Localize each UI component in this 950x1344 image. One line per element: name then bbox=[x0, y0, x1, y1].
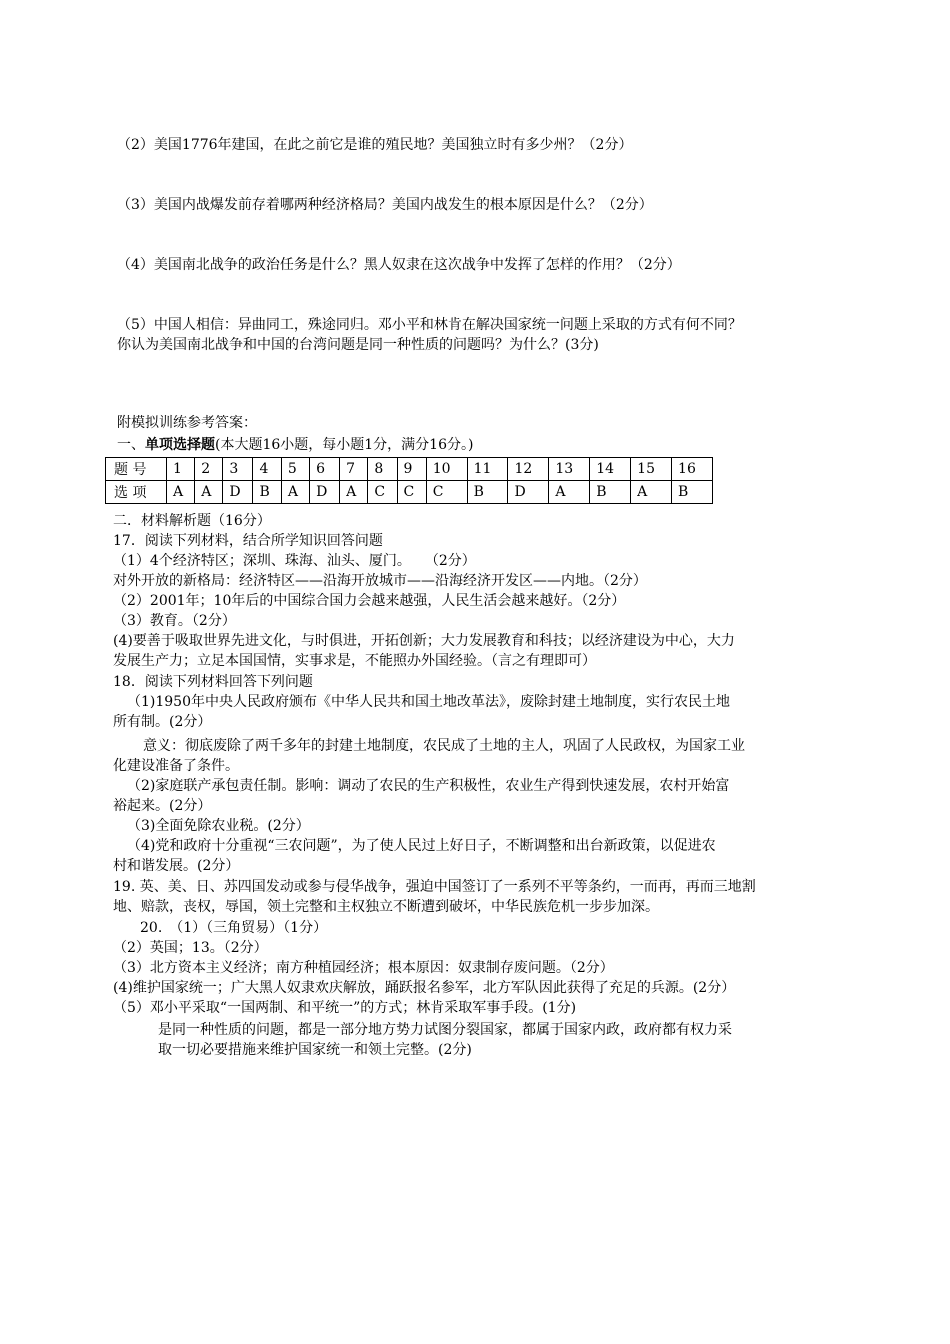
table-header-number: 题 号 bbox=[106, 458, 167, 481]
table-cell: 11 bbox=[467, 458, 508, 481]
section-2-heading: 二．材料解析题（16分） bbox=[113, 513, 271, 529]
table-cell: 6 bbox=[310, 458, 340, 481]
table-cell: B bbox=[467, 481, 508, 504]
answer-17-1b: 对外开放的新格局：经济特区——沿海开放城市——沿海经济开发区——内地。（2分） bbox=[113, 573, 647, 589]
table-cell: 16 bbox=[672, 458, 713, 481]
table-cell: 5 bbox=[281, 458, 309, 481]
table-cell: 1 bbox=[167, 458, 195, 481]
answer-20-3: （3）北方资本主义经济；南方种植园经济；根本原因：奴隶制存废问题。（2分） bbox=[113, 960, 614, 976]
table-cell: D bbox=[223, 481, 253, 504]
question-4: （4）美国南北战争的政治任务是什么？黑人奴隶在这次战争中发挥了怎样的作用？（2分） bbox=[117, 257, 681, 273]
answer-20-5b-line-1: 是同一种性质的问题，都是一部分地方势力试图分裂国家，都属于国家内政，政府都有权力采 bbox=[158, 1022, 732, 1038]
section-1-prefix: 一、 bbox=[117, 437, 145, 453]
answers-intro: 附模拟训练参考答案： bbox=[117, 415, 257, 431]
table-cell: A bbox=[167, 481, 195, 504]
answer-18-1-line-1: （1)1950年中央人民政府颁布《中华人民共和国土地改革法》，废除封建土地制度，实行农民土地 bbox=[127, 694, 730, 710]
answer-17-4-line-2: 发展生产力；立足本国国情，实事求是，不能照办外国经验。（言之有理即可） bbox=[113, 653, 596, 669]
answer-18-title: 18．阅读下列材料回答下列问题 bbox=[113, 674, 313, 690]
answer-20-4: (4)维护国家统一；广大黑人奴隶欢庆解放，踊跃报名参军，北方军队因此获得了充足的兵源。(2分） bbox=[113, 980, 736, 996]
answer-18-1-meaning-line-2: 化建设准备了条件。 bbox=[113, 758, 239, 774]
answer-18-1-line-2: 所有制。(2分） bbox=[113, 714, 212, 730]
answer-18-1-meaning-line-1: 意义：彻底废除了两千多年的封建土地制度，农民成了土地的主人，巩固了人民政权，为国家工业 bbox=[143, 738, 745, 754]
table-cell: 2 bbox=[195, 458, 223, 481]
section-1-bold: 单项选择题 bbox=[145, 437, 215, 453]
answer-18-4-line-1: （4)党和政府十分重视“三农问题”，为了使人民过上好日子，不断调整和出台新政策，以促进农 bbox=[127, 838, 716, 854]
section-1-suffix: (本大题16小题，每小题1分，满分16分。) bbox=[215, 437, 474, 453]
answer-19-line-1: 19. 英、美、日、苏四国发动或参与侵华战争，强迫中国签订了一系列不平等条约，一而再，再而三地割 bbox=[113, 879, 756, 895]
table-cell: D bbox=[310, 481, 340, 504]
answer-20-title: 20. （1）（三角贸易）（1分） bbox=[140, 920, 328, 936]
answer-18-3: （3)全面免除农业税。(2分） bbox=[127, 818, 310, 834]
table-cell: A bbox=[340, 481, 368, 504]
table-cell: 13 bbox=[549, 458, 590, 481]
answer-20-2: （2）英国；13。（2分） bbox=[113, 940, 268, 956]
table-cell: 8 bbox=[368, 458, 397, 481]
table-cell: 10 bbox=[426, 458, 467, 481]
answer-18-2-line-2: 裕起来。(2分） bbox=[113, 798, 212, 814]
table-cell: B bbox=[672, 481, 713, 504]
table-cell: 12 bbox=[508, 458, 549, 481]
answer-17-3: （3）教育。（2分） bbox=[113, 613, 236, 629]
question-2: （2）美国1776年建国，在此之前它是谁的殖民地？美国独立时有多少州？（2分） bbox=[117, 137, 633, 153]
table-cell: 14 bbox=[590, 458, 631, 481]
table-cell: 4 bbox=[253, 458, 281, 481]
table-header-choice: 选 项 bbox=[106, 481, 167, 504]
question-3: （3）美国内战爆发前存着哪两种经济格局？美国内战发生的根本原因是什么？（2分） bbox=[117, 197, 653, 213]
answer-17-4-line-1: (4)要善于吸取世界先进文化，与时俱进，开拓创新；大力发展教育和科技；以经济建设为中心，大力 bbox=[113, 633, 735, 649]
answer-17-1: （1）4个经济特区；深圳、珠海、汕头、厦门。 （2分） bbox=[113, 553, 476, 569]
table-cell: B bbox=[253, 481, 281, 504]
table-cell: A bbox=[631, 481, 672, 504]
answer-17-title: 17．阅读下列材料，结合所学知识回答问题 bbox=[113, 533, 383, 549]
section-1-heading bbox=[117, 435, 473, 455]
table-cell: A bbox=[195, 481, 223, 504]
answer-18-4-line-2: 村和谐发展。(2分） bbox=[113, 858, 240, 874]
answer-19-line-2: 地、赔款，丧权，辱国，领土完整和主权独立不断遭到破坏，中华民族危机一步步加深。 bbox=[113, 899, 659, 915]
table-cell: 15 bbox=[631, 458, 672, 481]
table-cell: C bbox=[426, 481, 467, 504]
answer-20-5: （5）邓小平采取“一国两制、和平统一”的方式；林肯采取军事手段。(1分) bbox=[113, 1000, 577, 1016]
table-cell: 9 bbox=[397, 458, 426, 481]
table-cell: D bbox=[508, 481, 549, 504]
question-5-line-1: （5）中国人相信：异曲同工，殊途同归。邓小平和林肯在解决国家统一问题上采取的方式有何不同？ bbox=[117, 317, 742, 333]
table-cell: B bbox=[590, 481, 631, 504]
table-row-numbers bbox=[106, 458, 713, 481]
table-cell: C bbox=[397, 481, 426, 504]
table-cell: A bbox=[281, 481, 309, 504]
answer-17-2: （2）2001年；10年后的中国综合国力会越来越强，人民生活会越来越好。（2分） bbox=[113, 593, 626, 609]
table-cell: 7 bbox=[340, 458, 368, 481]
answer-18-2-line-1: （2)家庭联产承包责任制。影响：调动了农民的生产积极性，农业生产得到快速发展，农村开始富 bbox=[127, 778, 730, 794]
answer-20-5b-line-2: 取一切必要措施来维护国家统一和领土完整。(2分) bbox=[158, 1042, 472, 1058]
table-row-choices bbox=[106, 481, 713, 504]
table-cell: A bbox=[549, 481, 590, 504]
question-5-line-2: 你认为美国南北战争和中国的台湾问题是同一种性质的问题吗？为什么？(3分) bbox=[117, 337, 599, 353]
answer-table bbox=[105, 457, 713, 504]
table-cell: C bbox=[368, 481, 397, 504]
table-cell: 3 bbox=[223, 458, 253, 481]
